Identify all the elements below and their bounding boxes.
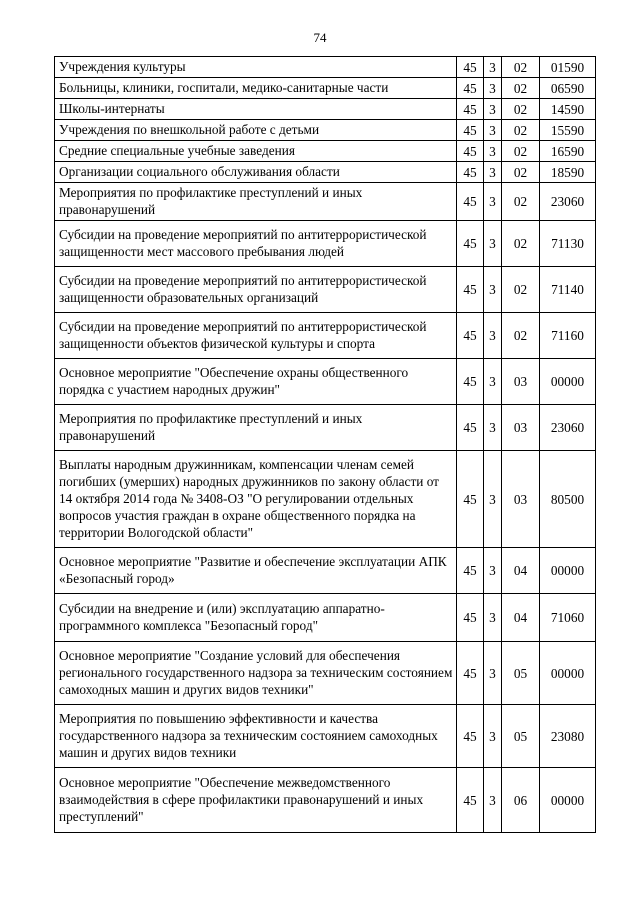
code-cell-1: 45 (457, 267, 484, 313)
code-cell-1: 45 (457, 594, 484, 642)
code-cell-2: 3 (484, 99, 502, 120)
code-cell-3: 04 (502, 548, 540, 594)
code-cell-3: 04 (502, 594, 540, 642)
code-cell-2: 3 (484, 120, 502, 141)
code-cell-3: 02 (502, 78, 540, 99)
table-row (55, 141, 596, 162)
code-cell-4: 23080 (540, 705, 596, 768)
code-cell-3: 02 (502, 221, 540, 267)
table-row (55, 451, 596, 548)
code-cell-4: 71130 (540, 221, 596, 267)
code-cell-3: 02 (502, 120, 540, 141)
row-name-cell: Субсидии на проведение мероприятий по антитеррористической защищенности образовательных организаций (55, 267, 457, 313)
code-cell-3: 03 (502, 359, 540, 405)
code-cell-2: 3 (484, 183, 502, 221)
code-cell-1: 45 (457, 359, 484, 405)
code-cell-2: 3 (484, 57, 502, 78)
code-cell-3: 02 (502, 183, 540, 221)
code-cell-1: 45 (457, 768, 484, 833)
code-cell-4: 71060 (540, 594, 596, 642)
code-cell-2: 3 (484, 451, 502, 548)
table-row (55, 120, 596, 141)
table-row (55, 548, 596, 594)
code-cell-1: 45 (457, 405, 484, 451)
table-row (55, 313, 596, 359)
code-cell-2: 3 (484, 78, 502, 99)
code-cell-3: 05 (502, 705, 540, 768)
code-cell-2: 3 (484, 313, 502, 359)
row-name-cell: Учреждения по внешкольной работе с детьми (55, 120, 457, 141)
code-cell-3: 02 (502, 99, 540, 120)
code-cell-2: 3 (484, 594, 502, 642)
row-name-cell: Организации социального обслуживания области (55, 162, 457, 183)
code-cell-4: 16590 (540, 141, 596, 162)
row-name-cell: Основное мероприятие "Развитие и обеспечение эксплуатации АПК «Безопасный город» (55, 548, 457, 594)
code-cell-4: 01590 (540, 57, 596, 78)
code-cell-3: 05 (502, 642, 540, 705)
table-row (55, 183, 596, 221)
code-cell-2: 3 (484, 141, 502, 162)
row-name-cell: Школы-интернаты (55, 99, 457, 120)
code-cell-3: 06 (502, 768, 540, 833)
table-row (55, 705, 596, 768)
code-cell-1: 45 (457, 183, 484, 221)
table-row (55, 359, 596, 405)
table-row (55, 99, 596, 120)
code-cell-2: 3 (484, 642, 502, 705)
row-name-cell: Больницы, клиники, госпитали, медико-санитарные части (55, 78, 457, 99)
code-cell-3: 02 (502, 57, 540, 78)
code-cell-4: 18590 (540, 162, 596, 183)
code-cell-4: 00000 (540, 359, 596, 405)
code-cell-1: 45 (457, 120, 484, 141)
code-cell-1: 45 (457, 57, 484, 78)
table-row (55, 267, 596, 313)
code-cell-2: 3 (484, 705, 502, 768)
budget-table (54, 56, 596, 833)
table-row (55, 78, 596, 99)
code-cell-1: 45 (457, 642, 484, 705)
code-cell-1: 45 (457, 141, 484, 162)
row-name-cell: Субсидии на проведение мероприятий по антитеррористической защищенности мест массового пребывания людей (55, 221, 457, 267)
code-cell-1: 45 (457, 451, 484, 548)
code-cell-2: 3 (484, 359, 502, 405)
row-name-cell: Мероприятия по профилактике преступлений и иных правонарушений (55, 405, 457, 451)
code-cell-4: 71160 (540, 313, 596, 359)
row-name-cell: Субсидии на внедрение и (или) эксплуатацию аппаратно-программного комплекса "Безопасный город" (55, 594, 457, 642)
table-row (55, 405, 596, 451)
code-cell-3: 02 (502, 141, 540, 162)
code-cell-2: 3 (484, 548, 502, 594)
code-cell-3: 02 (502, 162, 540, 183)
code-cell-2: 3 (484, 221, 502, 267)
row-name-cell: Мероприятия по повышению эффективности и качества государственного надзора за техническим состоянием самоходных машин и других видов техники (55, 705, 457, 768)
row-name-cell: Основное мероприятие "Создание условий для обеспечения регионального государственного надзора за техническим состоянием самоходных машин и других видов техники" (55, 642, 457, 705)
code-cell-4: 06590 (540, 78, 596, 99)
code-cell-1: 45 (457, 162, 484, 183)
row-name-cell: Выплаты народным дружинникам, компенсации членам семей погибших (умерших) народных дружинников по закону области от 14 октября 2014 года № 3408-ОЗ "О регулировании отдельных вопросов участия граждан в охране общественного порядка на территории Вологодской области" (55, 451, 457, 548)
code-cell-3: 02 (502, 267, 540, 313)
code-cell-4: 14590 (540, 99, 596, 120)
table-row (55, 221, 596, 267)
row-name-cell: Основное мероприятие "Обеспечение охраны общественного порядка с участием народных дружин" (55, 359, 457, 405)
code-cell-1: 45 (457, 548, 484, 594)
page-number: 74 (313, 30, 327, 45)
code-cell-1: 45 (457, 99, 484, 120)
table-row (55, 768, 596, 833)
code-cell-4: 00000 (540, 642, 596, 705)
code-cell-3: 03 (502, 451, 540, 548)
table-row (55, 57, 596, 78)
code-cell-2: 3 (484, 267, 502, 313)
code-cell-3: 02 (502, 313, 540, 359)
code-cell-4: 71140 (540, 267, 596, 313)
row-name-cell: Учреждения культуры (55, 57, 457, 78)
code-cell-2: 3 (484, 768, 502, 833)
code-cell-4: 15590 (540, 120, 596, 141)
code-cell-2: 3 (484, 405, 502, 451)
code-cell-1: 45 (457, 313, 484, 359)
row-name-cell: Основное мероприятие "Обеспечение межведомственного взаимодействия в сфере профилактики правонарушений и иных преступлений" (55, 768, 457, 833)
code-cell-1: 45 (457, 221, 484, 267)
table-row (55, 642, 596, 705)
code-cell-4: 23060 (540, 183, 596, 221)
budget-table-body (55, 57, 596, 833)
code-cell-1: 45 (457, 78, 484, 99)
code-cell-4: 80500 (540, 451, 596, 548)
row-name-cell: Субсидии на проведение мероприятий по антитеррористической защищенности объектов физической культуры и спорта (55, 313, 457, 359)
code-cell-3: 03 (502, 405, 540, 451)
code-cell-4: 23060 (540, 405, 596, 451)
table-row (55, 594, 596, 642)
table-row (55, 162, 596, 183)
row-name-cell: Средние специальные учебные заведения (55, 141, 457, 162)
row-name-cell: Мероприятия по профилактике преступлений и иных правонарушений (55, 183, 457, 221)
code-cell-4: 00000 (540, 768, 596, 833)
code-cell-1: 45 (457, 705, 484, 768)
code-cell-4: 00000 (540, 548, 596, 594)
code-cell-2: 3 (484, 162, 502, 183)
